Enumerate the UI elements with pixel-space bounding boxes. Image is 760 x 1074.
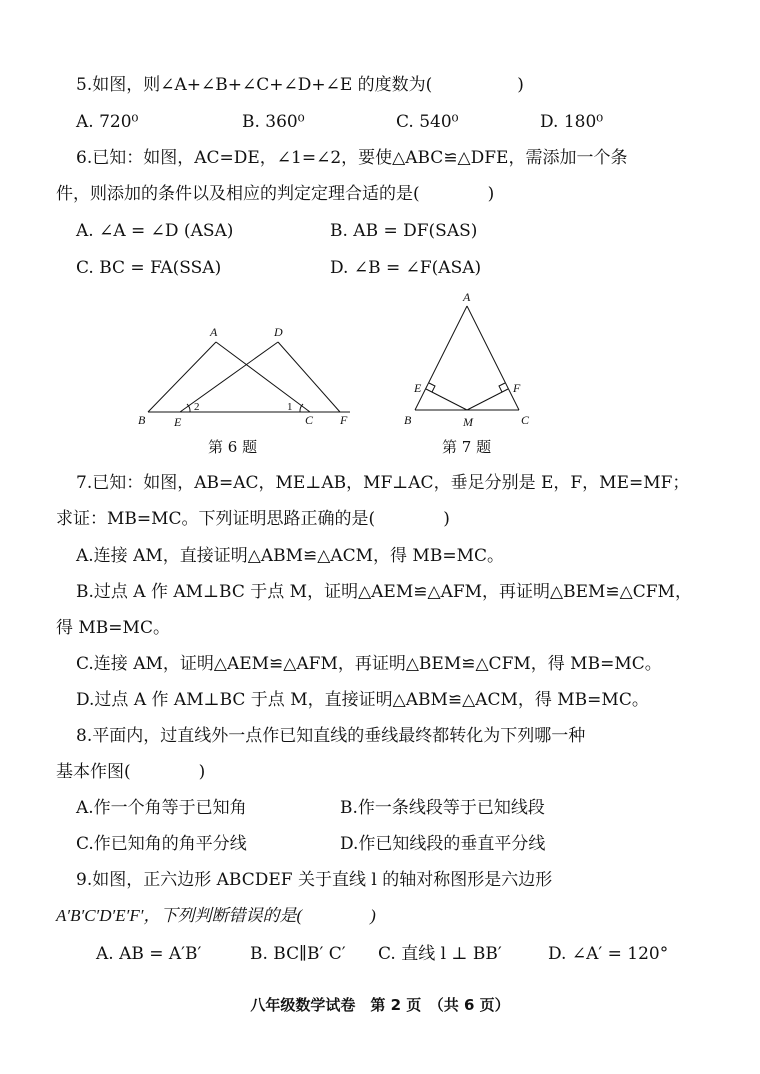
q9-option-c: C. 直线 l ⊥ BB′: [378, 944, 502, 964]
q8-option-a: A.作一个角等于已知角: [76, 798, 247, 818]
fig7-label-f: F: [513, 381, 521, 395]
q5-stem: 5.如图，则∠A+∠B+∠C+∠D+∠E 的度数为( ): [76, 75, 524, 95]
fig6-label-a: A: [210, 325, 218, 339]
fig7-label-e: E: [414, 381, 422, 395]
q7-option-c: C.连接 AM，证明△AEM≌△AFM，再证明△BEM≌△CFM，得 MB=MC。: [76, 654, 662, 674]
q7-stem-line1: 7.已知：如图，AB=AC，ME⊥AB，MF⊥AC，垂足分别是 E，F，ME=MF；: [76, 473, 690, 493]
q8-option-c: C.作已知角的角平分线: [76, 834, 247, 854]
q9-option-d: D. ∠A′ = 120°: [548, 944, 669, 964]
page-footer: 八年级数学试卷 第 2 页 （共 6 页）: [250, 996, 510, 1014]
q6-stem-line2: 件，则添加的条件以及相应的判定定理合适的是( ): [56, 184, 495, 204]
q9-stem-line2: A′B′C′D′E′F′，下列判断错误的是( ): [56, 906, 376, 925]
q7-stem-line2: 求证：MB=MC。下列证明思路正确的是( ): [56, 509, 450, 529]
q6-option-c: C. BC = FA(SSA): [76, 258, 222, 278]
q5-option-c: C. 540⁰: [396, 112, 459, 132]
fig6-caption: 第 6 题: [208, 438, 258, 456]
fig6-label-e: E: [174, 415, 182, 429]
q6-option-a: A. ∠A = ∠D (ASA): [76, 221, 234, 241]
figure-7: [398, 288, 548, 433]
q7-option-b-line1: B.过点 A 作 AM⊥BC 于点 M，证明△AEM≌△AFM，再证明△BEM≌△CFM，: [76, 582, 692, 602]
fig7-caption: 第 7 题: [442, 438, 492, 456]
fig6-label-b: B: [138, 413, 146, 427]
q5-option-b: B. 360⁰: [242, 112, 305, 132]
q6-option-b: B. AB = DF(SAS): [330, 221, 478, 241]
q7-option-b-line2: 得 MB=MC。: [56, 618, 170, 638]
fig7-label-m: M: [463, 415, 473, 429]
q8-option-b: B.作一条线段等于已知线段: [340, 798, 545, 818]
fig6-label-d: D: [274, 325, 283, 339]
q9-option-b: B. BC∥B′ C′: [250, 944, 346, 964]
fig6-label-c: C: [305, 413, 314, 427]
fig6-angle-1: 1: [287, 401, 293, 413]
q5-option-d: D. 180⁰: [540, 112, 604, 132]
fig7-label-a: A: [463, 290, 471, 304]
q8-stem-line2: 基本作图( ): [56, 762, 206, 782]
figure-6: [130, 320, 360, 430]
q7-option-a: A.连接 AM，直接证明△ABM≌△ACM，得 MB=MC。: [76, 546, 504, 566]
q6-option-d: D. ∠B = ∠F(ASA): [330, 258, 482, 278]
q8-option-d: D.作已知线段的垂直平分线: [340, 834, 546, 854]
q9-option-a: A. AB = A′B′: [96, 944, 202, 964]
q7-option-d: D.过点 A 作 AM⊥BC 于点 M，直接证明△ABM≌△ACM，得 MB=MC。: [76, 690, 649, 710]
fig7-label-c: C: [521, 413, 530, 427]
fig7-label-b: B: [404, 413, 412, 427]
q8-stem-line1: 8.平面内，过直线外一点作已知直线的垂线最终都转化为下列哪一种: [76, 726, 586, 746]
fig6-angle-2: 2: [194, 401, 200, 413]
fig6-label-f: F: [340, 413, 348, 427]
q6-stem-line1: 6.已知：如图，AC=DE，∠1=∠2，要使△ABC≌△DFE，需添加一个条: [76, 148, 628, 168]
q9-stem-line1: 9.如图，正六边形 ABCDEF 关于直线 l 的轴对称图形是六边形: [76, 870, 553, 890]
q5-option-a: A. 720⁰: [76, 112, 139, 132]
